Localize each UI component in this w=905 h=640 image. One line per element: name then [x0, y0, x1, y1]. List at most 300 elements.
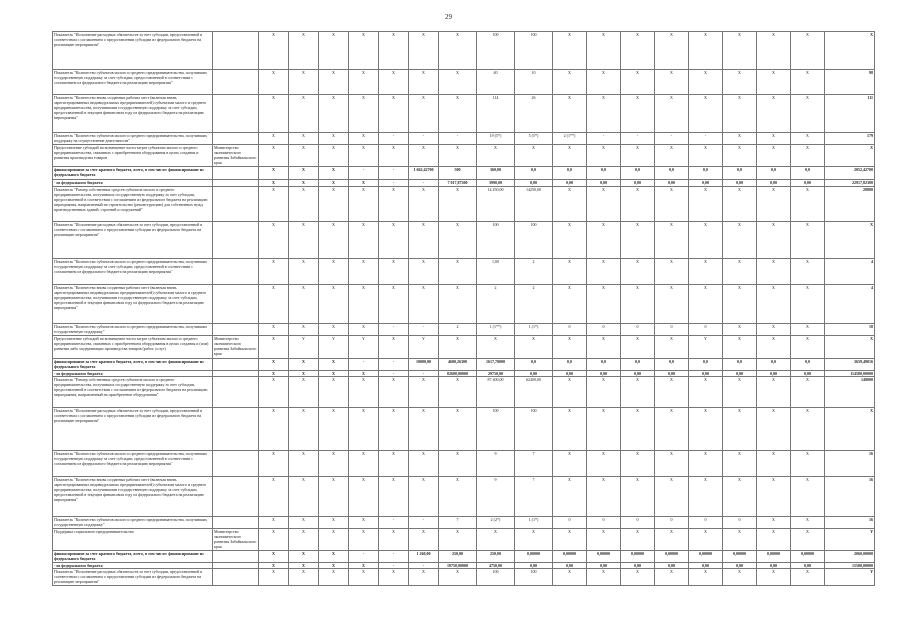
- table-cell: X: [723, 133, 757, 144]
- table-cell: X: [791, 284, 825, 323]
- table-cell: X: [757, 284, 791, 323]
- row-description: Показатель "Исполнение расходных обязательств за счет субсидии, предоставленной в соответствии с соглашением о предоставлении субсидии из федерального бюджета на реализацию мероприятия": [53, 222, 213, 259]
- table-cell: X: [689, 258, 723, 284]
- table-cell: X: [621, 376, 655, 407]
- table-cell: 98: [825, 69, 875, 94]
- table-row: [53, 32, 875, 70]
- table-cell: X: [259, 551, 289, 562]
- table-cell: X: [319, 258, 349, 284]
- table-row: [53, 516, 875, 529]
- table-cell: X: [655, 336, 689, 359]
- table-cell: 0,00000: [757, 551, 791, 562]
- table-cell: X: [259, 562, 289, 568]
- table-cell: 28800: [825, 186, 875, 222]
- table-cell: X: [757, 258, 791, 284]
- table-cell: X: [409, 69, 439, 94]
- table-cell: X: [289, 359, 319, 370]
- table-cell: 1 (1*): [515, 323, 553, 336]
- table-cell: X: [553, 258, 587, 284]
- table-cell: 62400,00: [515, 376, 553, 407]
- table-cell: Y: [689, 336, 723, 359]
- table-cell: X: [689, 69, 723, 94]
- table-cell: 29750,00: [477, 370, 515, 376]
- executor-cell: [213, 323, 259, 336]
- table-cell: 360,00: [477, 166, 515, 180]
- table-cell: 7: [439, 516, 477, 529]
- table-cell: -: [587, 133, 621, 144]
- table-cell: X: [723, 69, 757, 94]
- table-cell: X: [791, 451, 825, 477]
- table-cell: 2: [515, 284, 553, 323]
- table-cell: X: [439, 569, 477, 586]
- table-cell: X: [791, 94, 825, 133]
- table-cell: 0,00: [723, 180, 757, 186]
- table-cell: X: [553, 529, 587, 551]
- table-cell: 9: [477, 477, 515, 517]
- table-cell: 9: [477, 451, 515, 477]
- table-cell: 0,0: [757, 359, 791, 370]
- table-cell: X: [409, 529, 439, 551]
- table-cell: X: [655, 258, 689, 284]
- table-cell: 19 (5*): [477, 133, 515, 144]
- table-cell: X: [319, 477, 349, 517]
- table-cell: X: [825, 32, 875, 70]
- executor-cell: [213, 186, 259, 222]
- table-cell: X: [655, 569, 689, 586]
- table-cell: 0,0: [621, 359, 655, 370]
- table-cell: X: [587, 94, 621, 133]
- table-cell: 0,00000: [723, 551, 757, 562]
- table-cell: X: [553, 336, 587, 359]
- table-cell: -: [379, 180, 409, 186]
- table-cell: X: [587, 529, 621, 551]
- table-cell: 16: [825, 516, 875, 529]
- executor-cell: [213, 222, 259, 259]
- table-cell: X: [409, 408, 439, 451]
- table-cell: X: [791, 477, 825, 517]
- table-row: [53, 359, 875, 370]
- row-description: Показатель "Количество вновь созданных рабочих мест (включая вновь зарегистрированных индивидуальных предпринимателей) субъектами малого и среднего предпринимательства, получившими государственную поддержку за счет субсидии, предоставленной в текущем финансовом году из федерального бюджета на реализацию мероприятия": [53, 477, 213, 517]
- table-cell: X: [791, 516, 825, 529]
- table-row: [53, 133, 875, 144]
- table-cell: X: [587, 69, 621, 94]
- executor-cell: [213, 359, 259, 370]
- table-cell: X: [379, 258, 409, 284]
- executor-cell: [213, 376, 259, 407]
- table-cell: 3659,49016: [825, 359, 875, 370]
- table-cell: X: [553, 32, 587, 70]
- table-cell: X: [553, 186, 587, 222]
- table-cell: 0: [621, 323, 655, 336]
- table-cell: X: [621, 284, 655, 323]
- table-cell: X: [825, 222, 875, 259]
- table-cell: X: [289, 32, 319, 70]
- table-cell: 0,00: [655, 180, 689, 186]
- table-cell: X: [319, 359, 349, 370]
- table-cell: X: [379, 477, 409, 517]
- table-cell: 2 (1**): [553, 133, 587, 144]
- table-cell: X: [259, 451, 289, 477]
- table-cell: X: [553, 69, 587, 94]
- table-cell: 4600,26300: [439, 359, 477, 370]
- row-description: - из федерального бюджета: [53, 370, 213, 376]
- executor-cell: [213, 258, 259, 284]
- table-cell: X: [439, 32, 477, 70]
- table-cell: X: [621, 94, 655, 133]
- table-cell: -: [409, 133, 439, 144]
- table-cell: X: [319, 222, 349, 259]
- table-cell: X: [655, 32, 689, 70]
- table-cell: X: [259, 516, 289, 529]
- table-cell: 100: [515, 32, 553, 70]
- table-cell: X: [259, 258, 289, 284]
- table-cell: -: [409, 370, 439, 376]
- table-cell: X: [515, 336, 553, 359]
- table-cell: 82600,00000: [439, 370, 477, 376]
- table-cell: 111: [825, 94, 875, 133]
- table-cell: X: [379, 32, 409, 70]
- table-cell: X: [587, 32, 621, 70]
- table-cell: X: [621, 569, 655, 586]
- table-cell: 0,00000: [791, 551, 825, 562]
- table-cell: X: [757, 336, 791, 359]
- table-cell: 0,00: [723, 562, 757, 568]
- table-cell: X: [319, 166, 349, 180]
- table-cell: 1 (1*): [515, 516, 553, 529]
- table-cell: X: [289, 477, 319, 517]
- table-cell: -: [621, 133, 655, 144]
- table-cell: X: [515, 529, 553, 551]
- table-cell: 0,00000: [515, 551, 553, 562]
- row-description: Показатель "Количество субъектов малого и среднего предпринимательства, получивших государственную поддержку за счет субсидии, предоставленной в соответствии с соглашением из федерального бюджета на реализацию мероприятия": [53, 258, 213, 284]
- table-cell: X: [791, 408, 825, 451]
- table-cell: X: [259, 376, 289, 407]
- table-cell: 40: [477, 69, 515, 94]
- table-cell: X: [289, 133, 319, 144]
- table-cell: X: [621, 32, 655, 70]
- table-cell: X: [259, 32, 289, 70]
- table-cell: X: [689, 451, 723, 477]
- table-row: [53, 529, 875, 551]
- executor-cell: [213, 284, 259, 323]
- table-cell: X: [439, 186, 477, 222]
- table-cell: X: [319, 94, 349, 133]
- table-cell: X: [379, 69, 409, 94]
- table-cell: X: [791, 258, 825, 284]
- table-cell: X: [439, 376, 477, 407]
- table-cell: X: [655, 69, 689, 94]
- table-cell: X: [349, 222, 379, 259]
- table-cell: 0,00: [587, 370, 621, 376]
- row-description: Показатель "Исполнение расходных обязательств за счет субсидии, предоставленной в соответствии с соглашением о предоставлении субсидии из федерального бюджета на реализацию мероприятия": [53, 569, 213, 586]
- executor-cell: Министерство экономического развития Забайкальского края: [213, 336, 259, 359]
- table-cell: X: [791, 186, 825, 222]
- table-row: [53, 323, 875, 336]
- table-cell: 0,0: [515, 359, 553, 370]
- table-cell: X: [379, 144, 409, 166]
- table-cell: -: [655, 133, 689, 144]
- table-cell: 0,00: [515, 562, 553, 568]
- table-cell: 10000,00: [409, 359, 439, 370]
- table-cell: X: [289, 451, 319, 477]
- table-cell: X: [319, 284, 349, 323]
- table-cell: X: [689, 186, 723, 222]
- table-cell: Y: [289, 336, 319, 359]
- table-cell: X: [289, 370, 319, 376]
- table-cell: 250,00: [477, 551, 515, 562]
- table-cell: 0,00: [757, 562, 791, 568]
- table-cell: -: [379, 166, 409, 180]
- table-row: [53, 166, 875, 180]
- table-cell: X: [723, 569, 757, 586]
- table-row: [53, 408, 875, 451]
- table-cell: X: [757, 144, 791, 166]
- table-cell: X: [349, 516, 379, 529]
- table-cell: 100: [515, 222, 553, 259]
- table-cell: X: [553, 451, 587, 477]
- table-cell: X: [655, 376, 689, 407]
- table-cell: X: [319, 186, 349, 222]
- table-row: [53, 376, 875, 407]
- table-cell: X: [409, 451, 439, 477]
- table-cell: 0,00: [757, 180, 791, 186]
- table-cell: X: [259, 166, 289, 180]
- table-cell: X: [259, 133, 289, 144]
- table-cell: 4: [825, 258, 875, 284]
- table-cell: 0,0: [791, 166, 825, 180]
- row-description: Предоставление субсидий на возмещение части затрат субъектам малого и среднего предпринимательства, связанных с приобретением оборудования в целях создания и (или) развития либо модернизации производства товаров (работ, услуг): [53, 336, 213, 359]
- table-cell: X: [757, 186, 791, 222]
- table-cell: X: [319, 408, 349, 451]
- table-cell: 2: [515, 258, 553, 284]
- table-cell: X: [791, 569, 825, 586]
- table-cell: 14 250,00: [477, 186, 515, 222]
- table-cell: -: [409, 323, 439, 336]
- table-cell: X: [689, 144, 723, 166]
- table-cell: X: [791, 222, 825, 259]
- table-cell: X: [349, 69, 379, 94]
- table-cell: X: [587, 144, 621, 166]
- table-cell: X: [723, 408, 757, 451]
- row-description: Показатель "Количество субъектов малого и среднего предпринимательства, получивших государственную поддержку за счет субсидии, предоставленной в соответствии с соглашением из федерального бюджета на реализацию мероприятия": [53, 69, 213, 94]
- table-cell: 14250,00: [515, 186, 553, 222]
- table-cell: 0,00: [723, 370, 757, 376]
- table-cell: 0,00: [553, 370, 587, 376]
- table-cell: X: [439, 144, 477, 166]
- table-cell: 179: [825, 133, 875, 144]
- table-cell: X: [439, 258, 477, 284]
- table-cell: X: [477, 336, 515, 359]
- table-cell: X: [439, 451, 477, 477]
- table-cell: X: [409, 144, 439, 166]
- table-cell: X: [289, 180, 319, 186]
- table-row: [53, 186, 875, 222]
- table-cell: 0,0: [723, 359, 757, 370]
- table-cell: X: [587, 284, 621, 323]
- table-cell: X: [621, 451, 655, 477]
- table-cell: Y: [319, 336, 349, 359]
- executor-cell: [213, 569, 259, 586]
- table-cell: X: [655, 408, 689, 451]
- row-description: Показатель "Исполнение расходных обязательств за счет субсидии, предоставленной в соответствии с соглашением о предоставлении субсидии из федерального бюджета на реализацию мероприятия": [53, 408, 213, 451]
- table-cell: X: [289, 144, 319, 166]
- table-cell: X: [379, 336, 409, 359]
- table-cell: X: [553, 94, 587, 133]
- table-cell: X: [289, 551, 319, 562]
- table-cell: 0,00: [515, 180, 553, 186]
- table-cell: 26: [515, 94, 553, 133]
- table-cell: X: [723, 144, 757, 166]
- table-cell: 500: [439, 166, 477, 180]
- table-cell: -: [379, 551, 409, 562]
- table-cell: 0: [587, 516, 621, 529]
- table-cell: X: [689, 529, 723, 551]
- table-cell: X: [319, 551, 349, 562]
- table-cell: 1617,70000: [477, 359, 515, 370]
- table-cell: -: [689, 133, 723, 144]
- table-cell: X: [621, 408, 655, 451]
- table-row: [53, 477, 875, 517]
- table-cell: X: [349, 529, 379, 551]
- table-cell: 0,0: [757, 166, 791, 180]
- table-cell: X: [723, 376, 757, 407]
- table-cell: 0,00: [689, 370, 723, 376]
- table-cell: X: [259, 186, 289, 222]
- table-cell: 16: [825, 451, 875, 477]
- table-cell: X: [621, 477, 655, 517]
- executor-cell: [213, 477, 259, 517]
- table-cell: X: [289, 69, 319, 94]
- table-cell: X: [553, 144, 587, 166]
- table-cell: X: [379, 376, 409, 407]
- table-cell: X: [409, 284, 439, 323]
- row-description: Показатель "Размер собственных средств субъектов малого и среднего предпринимательства, получивших государственную поддержку за счет субсидии, предоставленной в соответствии с соглашением из федерального бюджета на реализацию мероприятия, направленный на строительство (реконструкцию) для собственных нужд производственных зданий, строений и сооружений": [53, 186, 213, 222]
- table-cell: X: [319, 516, 349, 529]
- table-cell: X: [689, 284, 723, 323]
- table-cell: -: [379, 370, 409, 376]
- row-description: финансирование за счет краевого бюджета, всего, в том числе: финансирование из федерального бюджета: [53, 359, 213, 370]
- table-cell: X: [319, 370, 349, 376]
- table-cell: 100: [477, 32, 515, 70]
- table-row: [53, 451, 875, 477]
- table-cell: X: [689, 569, 723, 586]
- table-row: [53, 144, 875, 166]
- table-cell: -: [379, 323, 409, 336]
- table-cell: X: [259, 180, 289, 186]
- table-cell: 0: [587, 323, 621, 336]
- table-cell: 4: [825, 284, 875, 323]
- table-cell: 0: [553, 323, 587, 336]
- executor-cell: Министерство экономического развития Забайкальского края: [213, 144, 259, 166]
- table-cell: X: [621, 69, 655, 94]
- table-cell: X: [791, 32, 825, 70]
- table-cell: -: [409, 562, 439, 568]
- table-row: [53, 284, 875, 323]
- table-cell: X: [791, 69, 825, 94]
- table-cell: 0: [689, 323, 723, 336]
- table-cell: 0,00: [515, 370, 553, 376]
- table-cell: X: [259, 569, 289, 586]
- table-cell: X: [825, 408, 875, 451]
- table-cell: -: [379, 562, 409, 568]
- executor-cell: [213, 166, 259, 180]
- table-cell: 100: [515, 569, 553, 586]
- table-cell: X: [319, 529, 349, 551]
- table-cell: X: [791, 323, 825, 336]
- table-cell: 1,00: [477, 258, 515, 284]
- table-cell: X: [259, 144, 289, 166]
- table-cell: X: [289, 166, 319, 180]
- table-cell: Y: [825, 569, 875, 586]
- table-cell: 0,0: [723, 166, 757, 180]
- table-cell: X: [587, 336, 621, 359]
- row-description: Показатель "Количество субъектов малого и среднего предпринимательства, получивших государственную поддержку": [53, 516, 213, 529]
- table-cell: 2 (2*): [477, 516, 515, 529]
- table-cell: X: [587, 569, 621, 586]
- table-cell: X: [409, 222, 439, 259]
- table-cell: X: [757, 451, 791, 477]
- table-cell: X: [757, 69, 791, 94]
- executor-cell: Министерство экономического развития Забайкальского края: [213, 529, 259, 551]
- executor-cell: [213, 133, 259, 144]
- row-description: Показатель "Размер собственных средств субъектов малого и среднего предпринимательства, получивших государственную поддержку за счет субсидии, предоставленной в соответствии с соглашением из федерального бюджета на реализацию мероприятия, направленный на приобретение оборудования": [53, 376, 213, 407]
- table-cell: X: [587, 222, 621, 259]
- table-cell: 0: [689, 516, 723, 529]
- table-cell: 15500,00000: [825, 562, 875, 568]
- table-cell: X: [757, 408, 791, 451]
- table-cell: X: [825, 144, 875, 166]
- table-cell: X: [655, 477, 689, 517]
- table-cell: X: [587, 408, 621, 451]
- table-cell: X: [757, 94, 791, 133]
- table-cell: 100: [477, 408, 515, 451]
- table-cell: X: [349, 569, 379, 586]
- table-cell: 7 017,87300: [439, 180, 477, 186]
- table-cell: X: [723, 477, 757, 517]
- table-cell: X: [289, 186, 319, 222]
- table-cell: 7: [515, 477, 553, 517]
- table-cell: X: [259, 529, 289, 551]
- row-description: финансирование за счет краевого бюджета, всего, в том числе: финансирование из федерального бюджета: [53, 166, 213, 180]
- row-description: Показатель "Количество субъектов малого и среднего предпринимательства, получивших государственную поддержку": [53, 323, 213, 336]
- table-row: [53, 222, 875, 259]
- row-description: - из федерального бюджета: [53, 562, 213, 568]
- table-cell: X: [553, 284, 587, 323]
- row-description: Показатель "Исполнение расходных обязательств за счет субсидии, предоставленной в соответствии с соглашением о предоставлении субсидии из федерального бюджета на реализацию мероприятия": [53, 32, 213, 70]
- table-cell: 0,0: [655, 166, 689, 180]
- table-cell: 0,00: [757, 370, 791, 376]
- table-cell: X: [439, 94, 477, 133]
- table-cell: 0,00: [621, 370, 655, 376]
- table-cell: 0: [655, 323, 689, 336]
- table-row: [53, 258, 875, 284]
- executor-cell: [213, 408, 259, 451]
- table-cell: X: [723, 94, 757, 133]
- table-cell: 10750,00000: [439, 562, 477, 568]
- table-cell: X: [319, 376, 349, 407]
- table-cell: 0,00: [689, 562, 723, 568]
- table-cell: -: [349, 166, 379, 180]
- table-cell: X: [319, 69, 349, 94]
- table-cell: X: [259, 94, 289, 133]
- table-cell: 4750,00: [477, 562, 515, 568]
- table-cell: X: [587, 376, 621, 407]
- table-cell: X: [689, 32, 723, 70]
- table-cell: 250,00: [439, 551, 477, 562]
- table-cell: X: [349, 186, 379, 222]
- table-cell: 149000: [825, 376, 875, 407]
- table-cell: 3990,00: [477, 180, 515, 186]
